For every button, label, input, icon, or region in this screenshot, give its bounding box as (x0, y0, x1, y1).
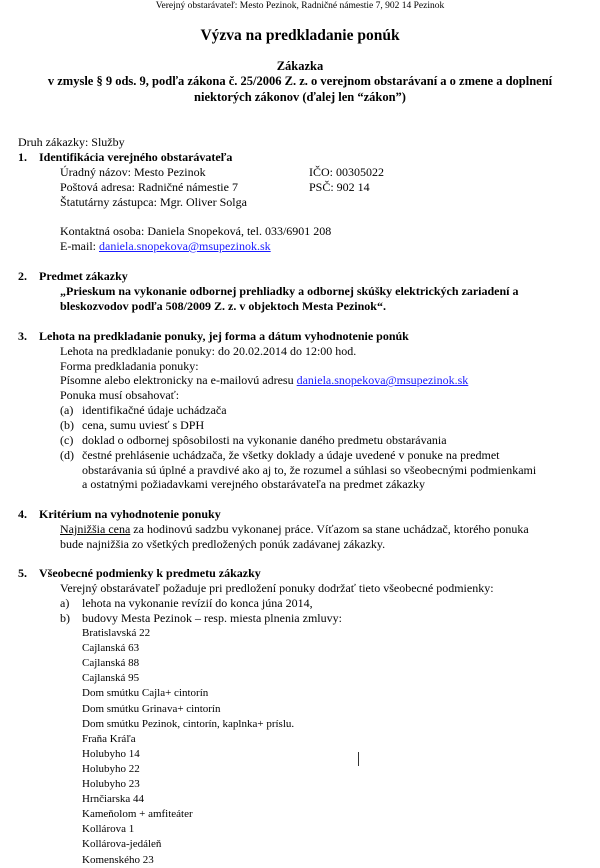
submission-email-line (60, 373, 468, 388)
contact-person: Kontaktná osoba: Daniela Snopeková, tel. 033/6901 208 (60, 224, 332, 238)
item-a-mark: (a) (60, 403, 74, 417)
item-c-mark: (c) (60, 433, 74, 447)
place-item: Hrnčiarska 44 (82, 793, 145, 806)
section-2-heading: Predmet zákazky (39, 269, 128, 283)
place-item: Holubyho 14 (82, 747, 140, 760)
criterion-lowest-price: Najnižšia cena (60, 522, 131, 536)
condition-b-mark: b) (60, 611, 70, 625)
criterion-line-2: bude najnižšia zo všetkých predložených ponúk zadávanej zákazky. (60, 537, 386, 551)
section-3-heading: Lehota na predkladanie ponuky, jej forma a dátum vyhodnotenie ponúk (39, 329, 409, 343)
submission-text: Písomne alebo elektronicky na e-mailovú adresu (60, 373, 297, 387)
section-4-heading: Kritérium na vyhodnotenie ponuky (39, 507, 221, 521)
item-d-line-2: obstarávania sú úplné a pravdivé ako aj to, že rozumel a súhlasi so všeobecnými podmienkami (82, 463, 537, 477)
item-d-line-3: a ostatnými požiadavkami verejného obstarávateľa na predmet zákazky (82, 477, 426, 491)
submission-email-link[interactable]: daniela.snopekova@msupezinok.sk (296, 373, 469, 387)
place-item: Cajlanská 88 (82, 657, 140, 670)
place-item: Dom smútku Pezinok, cintorín, kaplnka+ príslu. (82, 717, 295, 730)
submission-form: Forma predkladania ponuky: (60, 359, 199, 373)
offer-contents-label: Ponuka musí obsahovať: (60, 388, 180, 402)
document-title: Výzva na predkladanie ponúk (200, 27, 400, 44)
item-b-text: cena, sumu uviesť s DPH (82, 418, 205, 432)
item-d-mark: (d) (60, 448, 74, 462)
place-item: Cajlanská 63 (82, 642, 140, 655)
place-item: Holubyho 22 (82, 762, 140, 775)
place-item: Holubyho 23 (82, 778, 140, 790)
place-item: Komenského 23 (82, 853, 154, 866)
criterion-rest: za hodinovú sadzbu vykonanej práce. Víťazom sa stane uchádzač, ktorého ponuka (130, 522, 529, 536)
place-item: Kameňolom + amfiteáter (82, 808, 193, 821)
subtitle-law: v zmysle § 9 ods. 9, podľa zákona č. 25/2006 Z. z. o verejnom obstarávaní a o zmene a doplnení (47, 74, 553, 88)
statutory-representative: Štatutárny zástupca: Mgr. Oliver Solga (60, 195, 247, 209)
place-item: Fraňa Kráľa (82, 732, 136, 745)
subtitle-law-cont: niektorých zákonov (ďalej len “zákon”) (194, 90, 406, 104)
page-header: Verejný obstarávateľ: Mesto Pezinok, Radničné námestie 7, 902 14 Pezinok (155, 1, 445, 11)
email-label: E-mail: (60, 239, 99, 253)
item-c-text: doklad o odbornej spôsobilosti na vykonanie daného predmetu obstarávania (82, 433, 447, 447)
place-item: Cajlanská 95 (82, 672, 140, 685)
postal-address: Poštová adresa: Radničné námestie 7 (60, 180, 238, 194)
item-a-text: identifikačné údaje uchádzača (82, 403, 227, 417)
item-d-text: čestné prehlásenie uchádzača, že všetky doklady a údaje uvedené v ponuke na predmet (82, 448, 500, 462)
place-item: Kollárova-jedáleň (82, 838, 162, 851)
condition-b-text: budovy Mesta Pezinok – resp. miesta plnenia zmluvy: (82, 611, 342, 625)
section-2-number: 2. (18, 269, 27, 283)
place-item: Bratislavská 22 (82, 627, 151, 639)
criterion-line-1 (60, 522, 529, 537)
section-4-number: 4. (18, 507, 27, 521)
condition-a-mark: a) (60, 596, 70, 610)
place-item: Dom smútku Cajla+ cintorín (82, 687, 209, 700)
contract-type: Druh zákazky: Služby (18, 135, 125, 149)
section-3-number: 3. (18, 329, 27, 343)
postal-code: PSČ: 902 14 (309, 180, 370, 194)
conditions-intro: Verejný obstarávateľ požaduje pri predložení ponuky dodržať tieto všeobecné podmienky: (60, 581, 494, 595)
section-5-heading: Všeobecné podmienky k predmetu zákazky (39, 566, 261, 580)
email-link[interactable]: daniela.snopekova@msupezinok.sk (99, 239, 271, 253)
deadline: Lehota na predkladanie ponuky: do 20.02.2014 do 12:00 hod. (60, 344, 357, 358)
section-1-heading: Identifikácia verejného obstarávateľa (39, 150, 233, 164)
subtitle-zakazka: Zákazka (276, 59, 324, 73)
text-cursor (358, 752, 359, 766)
item-b-mark: (b) (60, 418, 74, 432)
subject-line-1: „Prieskum na vykonanie odbornej prehliadky a odbornej skúšky elektrických zariadení a (60, 284, 519, 298)
section-1-number: 1. (18, 150, 27, 164)
place-item: Kollárova 1 (82, 823, 135, 836)
ico: IČO: 00305022 (309, 165, 384, 179)
subject-line-2: bleskozvodov podľa 508/2009 Z. z. v objektoch Mesta Pezinok“. (60, 299, 386, 313)
condition-a-text: lehota na vykonanie revízií do konca júna 2014, (82, 596, 313, 610)
official-name: Úradný názov: Mesto Pezinok (60, 165, 206, 179)
email-line (60, 239, 271, 254)
section-5-number: 5. (18, 566, 27, 580)
place-item: Dom smútku Grinava+ cintorín (82, 702, 221, 715)
